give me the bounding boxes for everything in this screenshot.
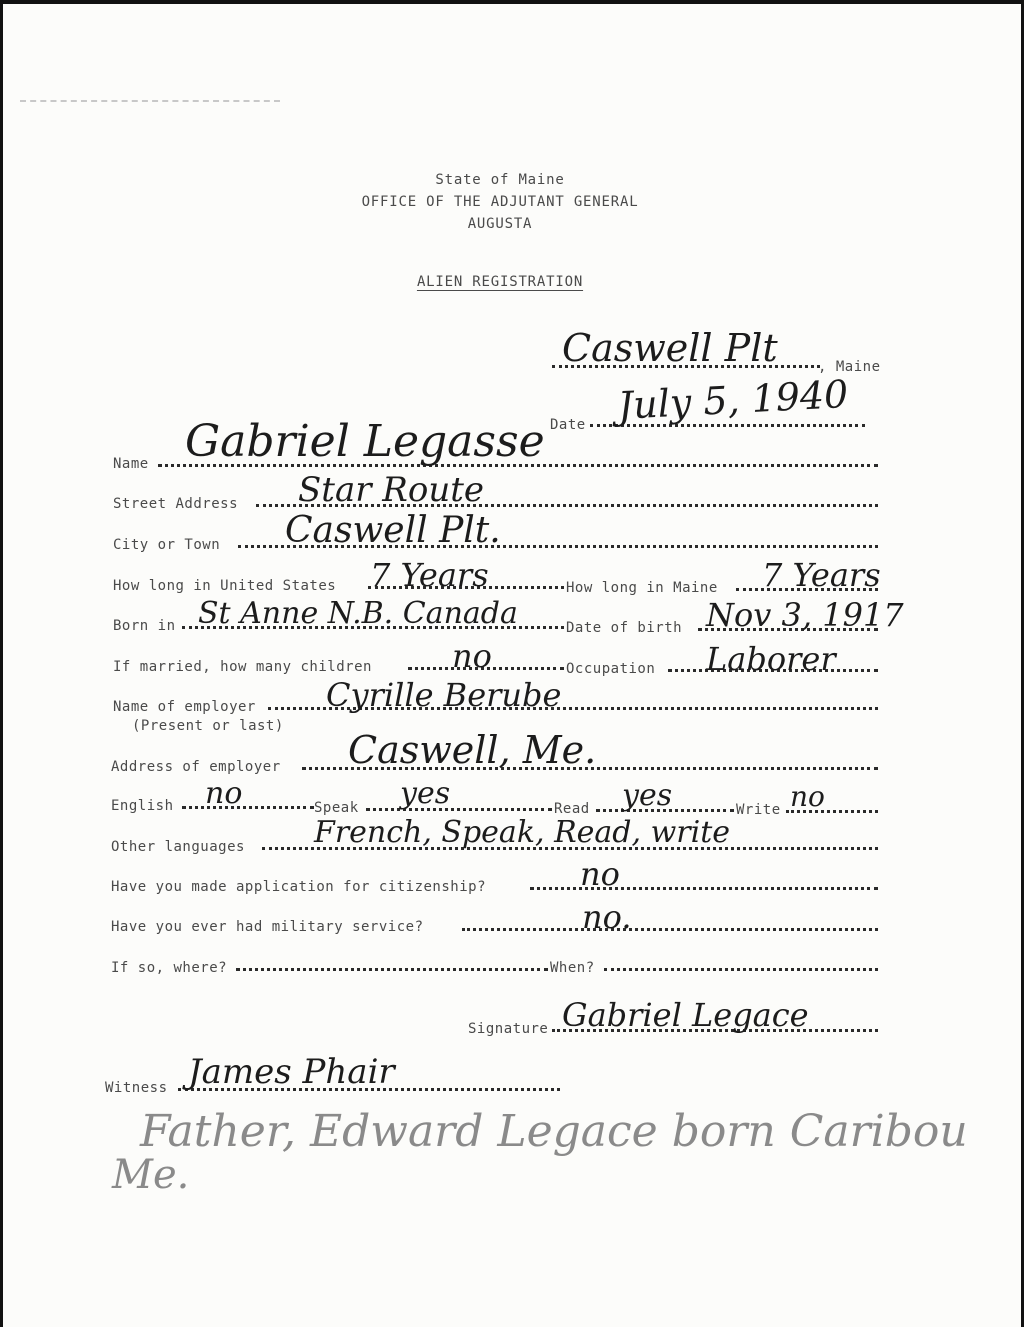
form-title: ALIEN REGISTRATION <box>416 274 584 290</box>
header-office: OFFICE OF THE ADJUTANT GENERAL <box>361 194 639 210</box>
children-label: If married, how many children <box>113 659 372 675</box>
scan-border-top <box>0 0 1024 4</box>
date-label: Date <box>550 417 586 433</box>
city-label: City or Town <box>113 537 221 553</box>
employer-address-label: Address of employer <box>111 759 281 775</box>
occupation-label: Occupation <box>566 661 656 677</box>
employer-value: Cyrille Berube <box>326 676 562 714</box>
street-value: Star Route <box>298 470 485 510</box>
read-label: Read <box>554 801 590 817</box>
english-label: English <box>111 798 174 814</box>
date-value: July 5, 1940 <box>616 371 850 428</box>
children-value: no <box>452 637 492 675</box>
military-label: Have you ever had military service? <box>111 919 424 935</box>
when-dots <box>604 968 878 971</box>
name-label: Name <box>113 456 149 472</box>
maine-years-label: How long in Maine <box>566 580 718 596</box>
maine-years-value: 7 Years <box>762 556 881 594</box>
scan-mark <box>20 100 280 102</box>
employer-label: Name of employer <box>113 699 256 715</box>
street-label: Street Address <box>113 496 239 512</box>
father-note-line2: Me. <box>112 1152 190 1198</box>
born-label: Born in <box>113 618 176 634</box>
dob-value: Nov 3, 1917 <box>706 596 904 634</box>
header-city: AUGUSTA <box>467 216 533 232</box>
when-label: When? <box>550 960 595 976</box>
witness-value: James Phair <box>188 1052 395 1092</box>
signature-label: Signature <box>468 1021 549 1037</box>
occupation-value: Laborer <box>706 640 836 678</box>
father-note-line1: Father, Edward Legace born Caribou <box>140 1106 968 1157</box>
signature-value: Gabriel Legace <box>562 996 809 1034</box>
citizenship-label: Have you made application for citizenship? <box>111 879 487 895</box>
place-suffix: , Maine <box>818 359 881 375</box>
speak-label: Speak <box>314 800 359 816</box>
employer-sublabel: (Present or last) <box>132 718 284 734</box>
citizenship-value: no <box>580 855 620 893</box>
military-dots <box>462 928 878 931</box>
english-value: no <box>205 776 243 811</box>
us-years-value: 7 Years <box>370 556 489 594</box>
write-value: no <box>790 780 825 813</box>
speak-value: yes <box>400 776 451 811</box>
read-value: yes <box>622 778 673 813</box>
us-years-label: How long in United States <box>113 578 337 594</box>
english-dots <box>182 806 314 809</box>
military-value: no. <box>582 898 632 936</box>
where-label: If so, where? <box>111 960 228 976</box>
where-dots <box>236 968 548 971</box>
dob-label: Date of birth <box>566 620 683 636</box>
other-languages-value: French, Speak, Read, write <box>314 815 731 850</box>
header-state: State of Maine <box>435 172 565 188</box>
write-label: Write <box>736 802 781 818</box>
other-languages-label: Other languages <box>111 839 245 855</box>
place-value: Caswell Plt <box>562 326 778 370</box>
name-value: Gabriel Legasse <box>185 416 545 467</box>
born-value: St Anne N.B. Canada <box>198 596 518 631</box>
speak-dots <box>366 808 552 811</box>
employer-address-value: Caswell, Me. <box>348 728 597 772</box>
witness-label: Witness <box>105 1080 168 1096</box>
city-value: Caswell Plt. <box>285 510 501 551</box>
